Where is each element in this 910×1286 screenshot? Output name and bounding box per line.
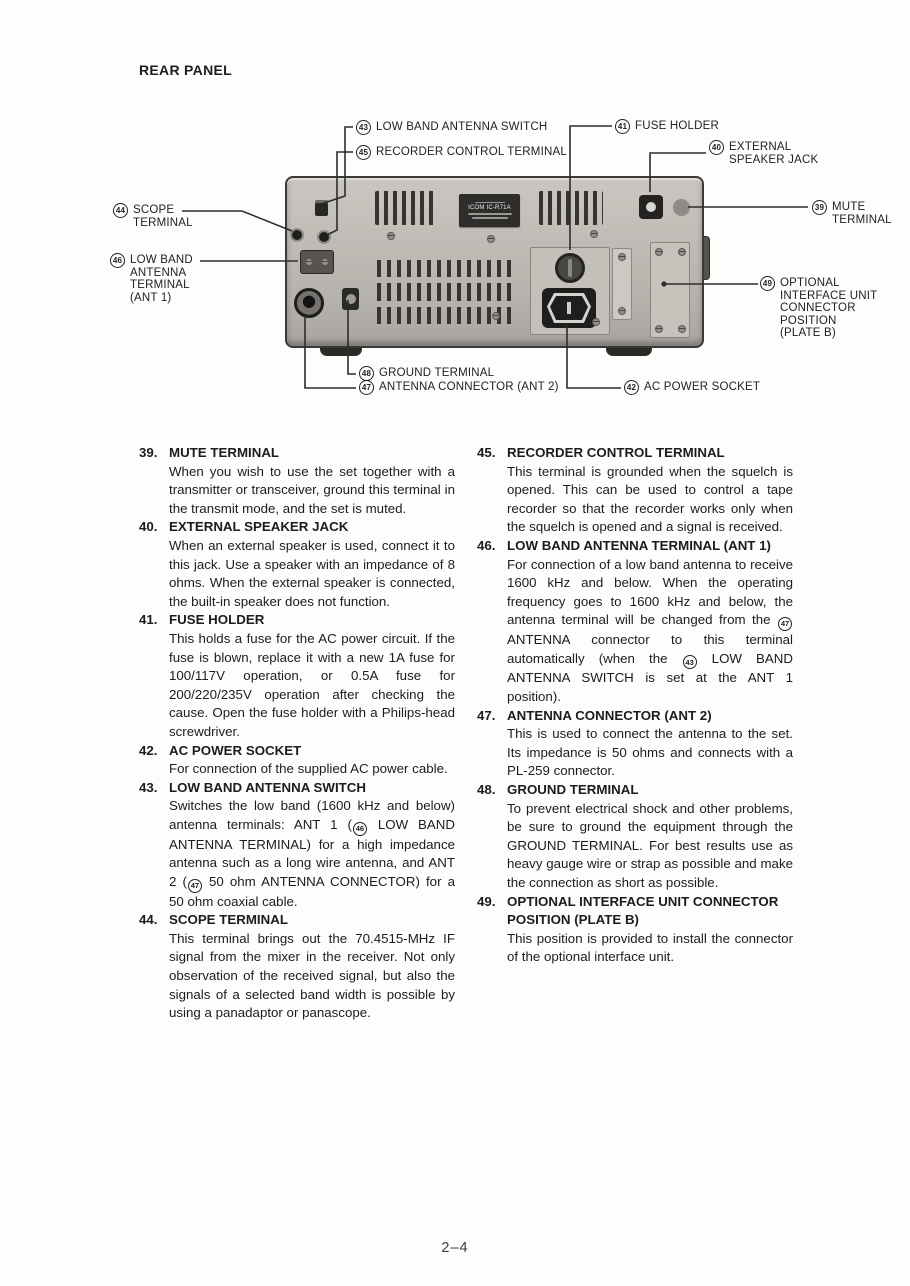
circled-number: 49 [760, 276, 775, 291]
callout-recorder-control-terminal [356, 146, 567, 160]
speaker-jack-hole [646, 202, 656, 212]
item-46 [477, 537, 793, 707]
right-column [477, 444, 793, 1023]
screw-icon [305, 258, 313, 266]
callout-optional-interface-unit [760, 277, 877, 340]
callout-label: AC POWER SOCKET [644, 381, 761, 393]
mute-terminal-jack [673, 199, 690, 216]
item-body: For connection of a low band antenna to receive 1600 kHz and below. When the operating frequency goes to 1600 kHz and below, the antenna terminal will be changed from the 47 ANTENNA connector to this terminal automatically (when the 43 LOW BAND ANTENNA SWITCH is set at the ANT 1 position). [507, 556, 793, 705]
item-number: 40. [139, 519, 158, 535]
callout-ac-power-socket [624, 381, 760, 395]
page-title: REAR PANEL [139, 62, 232, 78]
item-40 [139, 518, 455, 611]
callout-label: TERMINAL [133, 216, 193, 229]
plate-decor [472, 217, 508, 219]
screw-icon [618, 253, 626, 261]
circled-number: 42 [624, 380, 639, 395]
circled-number: 48 [359, 366, 374, 381]
fuse-slot [568, 259, 572, 277]
callout-label: TERMINAL [130, 279, 190, 291]
blank-plate-a [612, 248, 632, 320]
callout-label: ANTENNA CONNECTOR (ANT 2) [379, 381, 559, 393]
callout-label: POSITION [780, 314, 837, 327]
item-title: FUSE HOLDER [169, 612, 265, 628]
description-columns [139, 444, 794, 1023]
item-title: EXTERNAL SPEAKER JACK [169, 519, 349, 535]
item-number: 47. [477, 707, 496, 723]
left-column [139, 444, 455, 1023]
callout-label: RECORDER CONTROL TERMINAL [376, 146, 567, 158]
callout-label: (PLATE B) [780, 327, 836, 339]
item-number: 45. [477, 445, 496, 460]
item-title: LOW BAND ANTENNA SWITCH [169, 779, 366, 795]
item-number: 44. [139, 912, 158, 928]
item-44 [139, 911, 455, 1023]
callout-label: CONNECTOR [780, 302, 856, 314]
plate-decor [475, 202, 505, 204]
callout-external-speaker-jack [709, 141, 818, 166]
callout-label: LOW BAND [130, 254, 193, 266]
circled-number: 39 [812, 200, 827, 215]
callout-low-band-antenna-switch [356, 121, 547, 135]
rear-panel-diagram [0, 0, 910, 430]
scope-terminal-jack [290, 228, 304, 242]
item-number: 48. [477, 782, 496, 797]
screw-icon [321, 258, 329, 266]
item-body: This position is provided to install the connector of the optional interface unit. [507, 930, 793, 965]
circled-number: 46 [353, 822, 367, 836]
circled-number: 41 [615, 119, 630, 134]
circled-number: 45 [356, 145, 371, 160]
item-body: This terminal brings out the 70.4515-MHz IF signal from the mixer in the receiver. Not only observation of the received signal, but also the signals of a selected band width is possible by using a panadaptor or panascope. [169, 930, 455, 1021]
item-body: Switches the low band (1600 kHz and below) antenna terminals: ANT 1 ( 46 LOW BAND ANTENNA TERMINAL) for a high impedance antenna such as a long wire antenna, and ANT 2 ( 47 50 ohm ANTENNA CONNECTOR) for a 50 ohm coaxial cable. [169, 798, 455, 909]
callout-label: SPEAKER JACK [729, 153, 819, 166]
callout-label: (ANT 1) [130, 291, 172, 304]
item-number: 43. [139, 779, 158, 795]
low-band-antenna-terminal [300, 250, 334, 274]
circled-number: 46 [110, 253, 125, 268]
screw-icon [655, 325, 663, 333]
vent-grille-top-right [539, 191, 603, 225]
fuse-holder [555, 253, 585, 283]
item-title: AC POWER SOCKET [169, 742, 302, 758]
ac-socket-pin [567, 302, 571, 314]
callout-label: SCOPE [133, 204, 175, 216]
screw-icon [592, 318, 600, 326]
model-label: ICOM IC-R71A [468, 205, 511, 212]
item-42 [139, 742, 455, 779]
circled-number: 47 [359, 380, 374, 395]
item-number: 46. [477, 537, 496, 553]
external-speaker-jack [639, 195, 663, 219]
ac-power-socket [542, 288, 596, 328]
callout-label: LOW BAND ANTENNA SWITCH [376, 121, 548, 133]
recorder-control-jack [317, 230, 331, 244]
callout-mute-terminal [812, 201, 892, 226]
item-title: LOW BAND ANTENNA TERMINAL (ANT 1) [507, 537, 771, 553]
item-39 [139, 444, 455, 518]
circled-number: 43 [683, 655, 697, 669]
callout-low-band-antenna-terminal [110, 254, 193, 304]
item-number: 39. [139, 445, 158, 460]
low-band-antenna-switch [315, 200, 328, 216]
callout-label: MUTE [832, 201, 866, 213]
item-body: This terminal is grounded when the squelch is opened. This can be used to control a tape recorder so that the recorder works only when the squelch is opened and a signal is received. [507, 463, 793, 535]
ground-screw [346, 294, 356, 304]
page-number: 2–4 [441, 1240, 469, 1256]
rear-panel-photo [285, 176, 704, 348]
ground-terminal [342, 288, 359, 310]
item-number: 49. [477, 893, 496, 909]
callout-label: FUSE HOLDER [635, 120, 719, 132]
item-48 [477, 781, 793, 893]
model-label-plate [459, 194, 520, 227]
vent-grille-top-left [375, 191, 437, 225]
item-body: For connection of the supplied AC power cable. [169, 761, 448, 777]
pl259-antenna-connector [294, 288, 324, 318]
item-title: RECORDER CONTROL TERMINAL [507, 445, 725, 460]
screw-icon [492, 312, 500, 320]
item-body: To prevent electrical shock and other problems, be sure to ground the equipment through the GROUND TERMINAL. For best results use as heavy gauge wire or strap as possible and make the connection as short as possible. [507, 800, 793, 890]
circled-number: 40 [709, 140, 724, 155]
item-49 [477, 893, 793, 967]
interface-plate-b [650, 242, 690, 338]
circled-number: 43 [356, 120, 371, 135]
item-body: When you wish to use the set together with a transmitter or transceiver, ground this terminal in the transmit mode, and the set is muted. [169, 463, 455, 516]
screw-icon [678, 325, 686, 333]
circled-number: 47 [778, 617, 792, 631]
item-43 [139, 779, 455, 911]
item-body: When an external speaker is used, connect it to this jack. Use a speaker with an impedance of 8 ohms. When the external speaker is connected, the built-in speaker does not function. [169, 537, 455, 609]
item-title: ANTENNA CONNECTOR (ANT 2) [507, 707, 712, 723]
item-47 [477, 707, 793, 781]
callout-ground-terminal [359, 367, 494, 381]
item-title: OPTIONAL INTERFACE UNIT CONNECTOR POSITION (PLATE B) [507, 893, 779, 928]
item-title: SCOPE TERMINAL [169, 912, 288, 928]
callout-label: EXTERNAL [729, 141, 792, 153]
screw-icon [590, 230, 598, 238]
screw-icon [678, 248, 686, 256]
callout-scope-terminal [113, 204, 193, 229]
item-number: 41. [139, 612, 158, 628]
callout-label: TERMINAL [832, 213, 892, 226]
screw-icon [487, 235, 495, 243]
item-number: 42. [139, 742, 158, 758]
item-title: GROUND TERMINAL [507, 782, 639, 797]
screw-icon [387, 232, 395, 240]
item-body: This is used to connect the antenna to the set. Its impedance is 50 ohms and connects with a PL-259 connector. [507, 726, 793, 779]
item-body: This holds a fuse for the AC power circuit. If the fuse is blown, replace it with a new 1A fuse for 100/117V operation, or 0.5A fuse for 200/220/235V operation after checking the cause. Open the fuse holder with a Philips-head screwdriver. [169, 630, 455, 739]
item-41 [139, 611, 455, 741]
plate-decor [468, 213, 512, 215]
item-title: MUTE TERMINAL [169, 445, 280, 460]
callout-antenna-connector [359, 381, 559, 395]
screw-icon [618, 307, 626, 315]
leader-44 [182, 211, 292, 231]
callout-fuse-holder [615, 120, 719, 134]
screw-icon [655, 248, 663, 256]
callout-label: INTERFACE UNIT [780, 289, 878, 302]
callout-label: ANTENNA [130, 266, 187, 279]
callout-label: OPTIONAL [780, 277, 840, 289]
item-45 [477, 444, 793, 537]
callout-label: GROUND TERMINAL [379, 367, 495, 379]
circled-number: 44 [113, 203, 128, 218]
circled-number: 47 [188, 879, 202, 893]
